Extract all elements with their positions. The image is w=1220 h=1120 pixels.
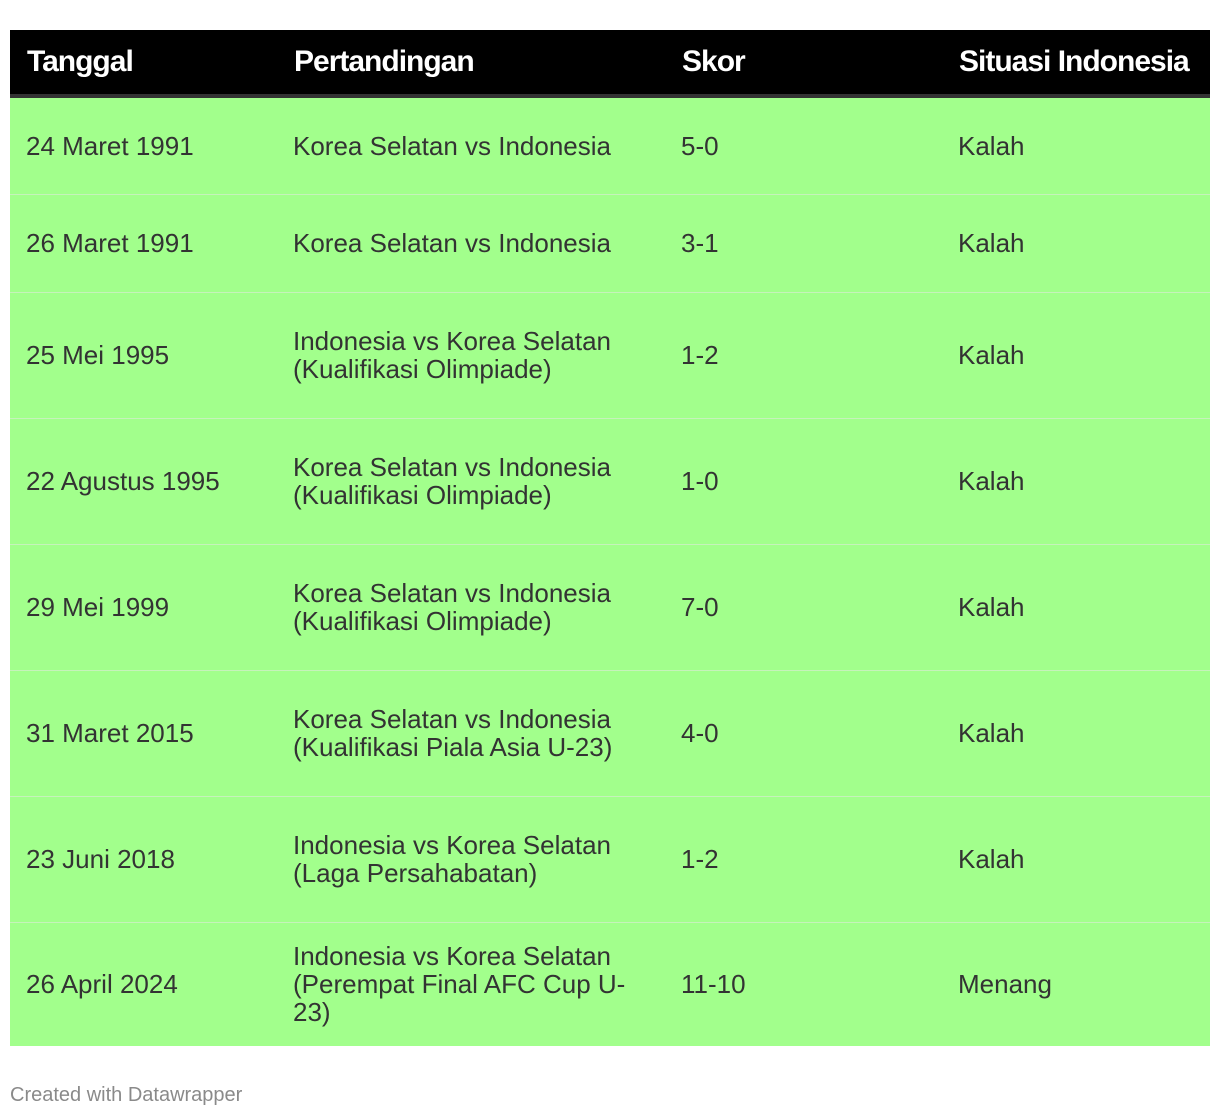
cell-match: Korea Selatan vs Indonesia (Kualifikasi Olimpiade) bbox=[293, 452, 611, 510]
header-row bbox=[10, 30, 1210, 96]
table-row bbox=[10, 544, 1210, 670]
cell-score: 5-0 bbox=[681, 130, 719, 161]
cell-match: Indonesia vs Korea Selatan (Kualifikasi Olimpiade) bbox=[293, 326, 611, 384]
table-row bbox=[10, 194, 1210, 292]
cell-date: 23 Juni 2018 bbox=[26, 844, 175, 874]
table-row bbox=[10, 670, 1210, 796]
cell-score: 1-0 bbox=[681, 466, 719, 496]
cell-match: Indonesia vs Korea Selatan (Laga Persahabatan) bbox=[293, 830, 611, 888]
cell-date: 26 Maret 1991 bbox=[26, 228, 194, 258]
cell-result: Kalah bbox=[958, 130, 1025, 161]
cell-result: Kalah bbox=[958, 466, 1025, 496]
cell-date: 25 Mei 1995 bbox=[26, 340, 170, 370]
datawrapper-credit[interactable]: Created with Datawrapper bbox=[10, 1084, 243, 1106]
cell-match: Indonesia vs Korea Selatan (Perempat Final AFC Cup U-23) bbox=[293, 941, 626, 1028]
cell-score: 7-0 bbox=[681, 592, 719, 622]
cell-match: Korea Selatan vs Indonesia (Kualifikasi Olimpiade) bbox=[293, 578, 611, 636]
cell-match: Korea Selatan vs Indonesia (Kualifikasi Piala Asia U-23) bbox=[293, 704, 613, 762]
cell-result: Kalah bbox=[958, 592, 1025, 622]
cell-score: 3-1 bbox=[681, 228, 719, 258]
cell-score: 1-2 bbox=[681, 340, 719, 370]
table-header bbox=[10, 30, 1210, 96]
cell-result: Menang bbox=[958, 969, 1052, 1000]
table-row bbox=[10, 418, 1210, 544]
cell-date: 26 April 2024 bbox=[26, 969, 178, 1000]
cell-result: Kalah bbox=[958, 844, 1025, 874]
cell-match: Korea Selatan vs Indonesia bbox=[293, 130, 611, 161]
cell-date: 31 Maret 2015 bbox=[26, 718, 194, 748]
cell-score: 1-2 bbox=[681, 844, 719, 874]
cell-score: 11-10 bbox=[681, 969, 746, 1000]
header-pertandingan[interactable]: Pertandingan bbox=[277, 30, 665, 96]
table-row bbox=[10, 96, 1210, 194]
cell-score: 4-0 bbox=[681, 718, 719, 748]
header-situasi[interactable]: Situasi Indonesia bbox=[942, 30, 1210, 96]
table-row bbox=[10, 796, 1210, 922]
table-body bbox=[10, 96, 1210, 1046]
cell-date: 22 Agustus 1995 bbox=[26, 466, 220, 496]
results-table bbox=[10, 30, 1210, 1046]
cell-result: Kalah bbox=[958, 718, 1025, 748]
cell-result: Kalah bbox=[958, 340, 1025, 370]
cell-match: Korea Selatan vs Indonesia bbox=[293, 228, 611, 258]
table-row bbox=[10, 292, 1210, 418]
header-skor[interactable]: Skor bbox=[665, 30, 942, 96]
cell-date: 29 Mei 1999 bbox=[26, 592, 170, 622]
table-row bbox=[10, 922, 1210, 1046]
header-tanggal[interactable]: Tanggal bbox=[10, 30, 277, 96]
results-table-container bbox=[10, 30, 1210, 1046]
cell-result: Kalah bbox=[958, 228, 1025, 258]
cell-date: 24 Maret 1991 bbox=[26, 130, 194, 161]
